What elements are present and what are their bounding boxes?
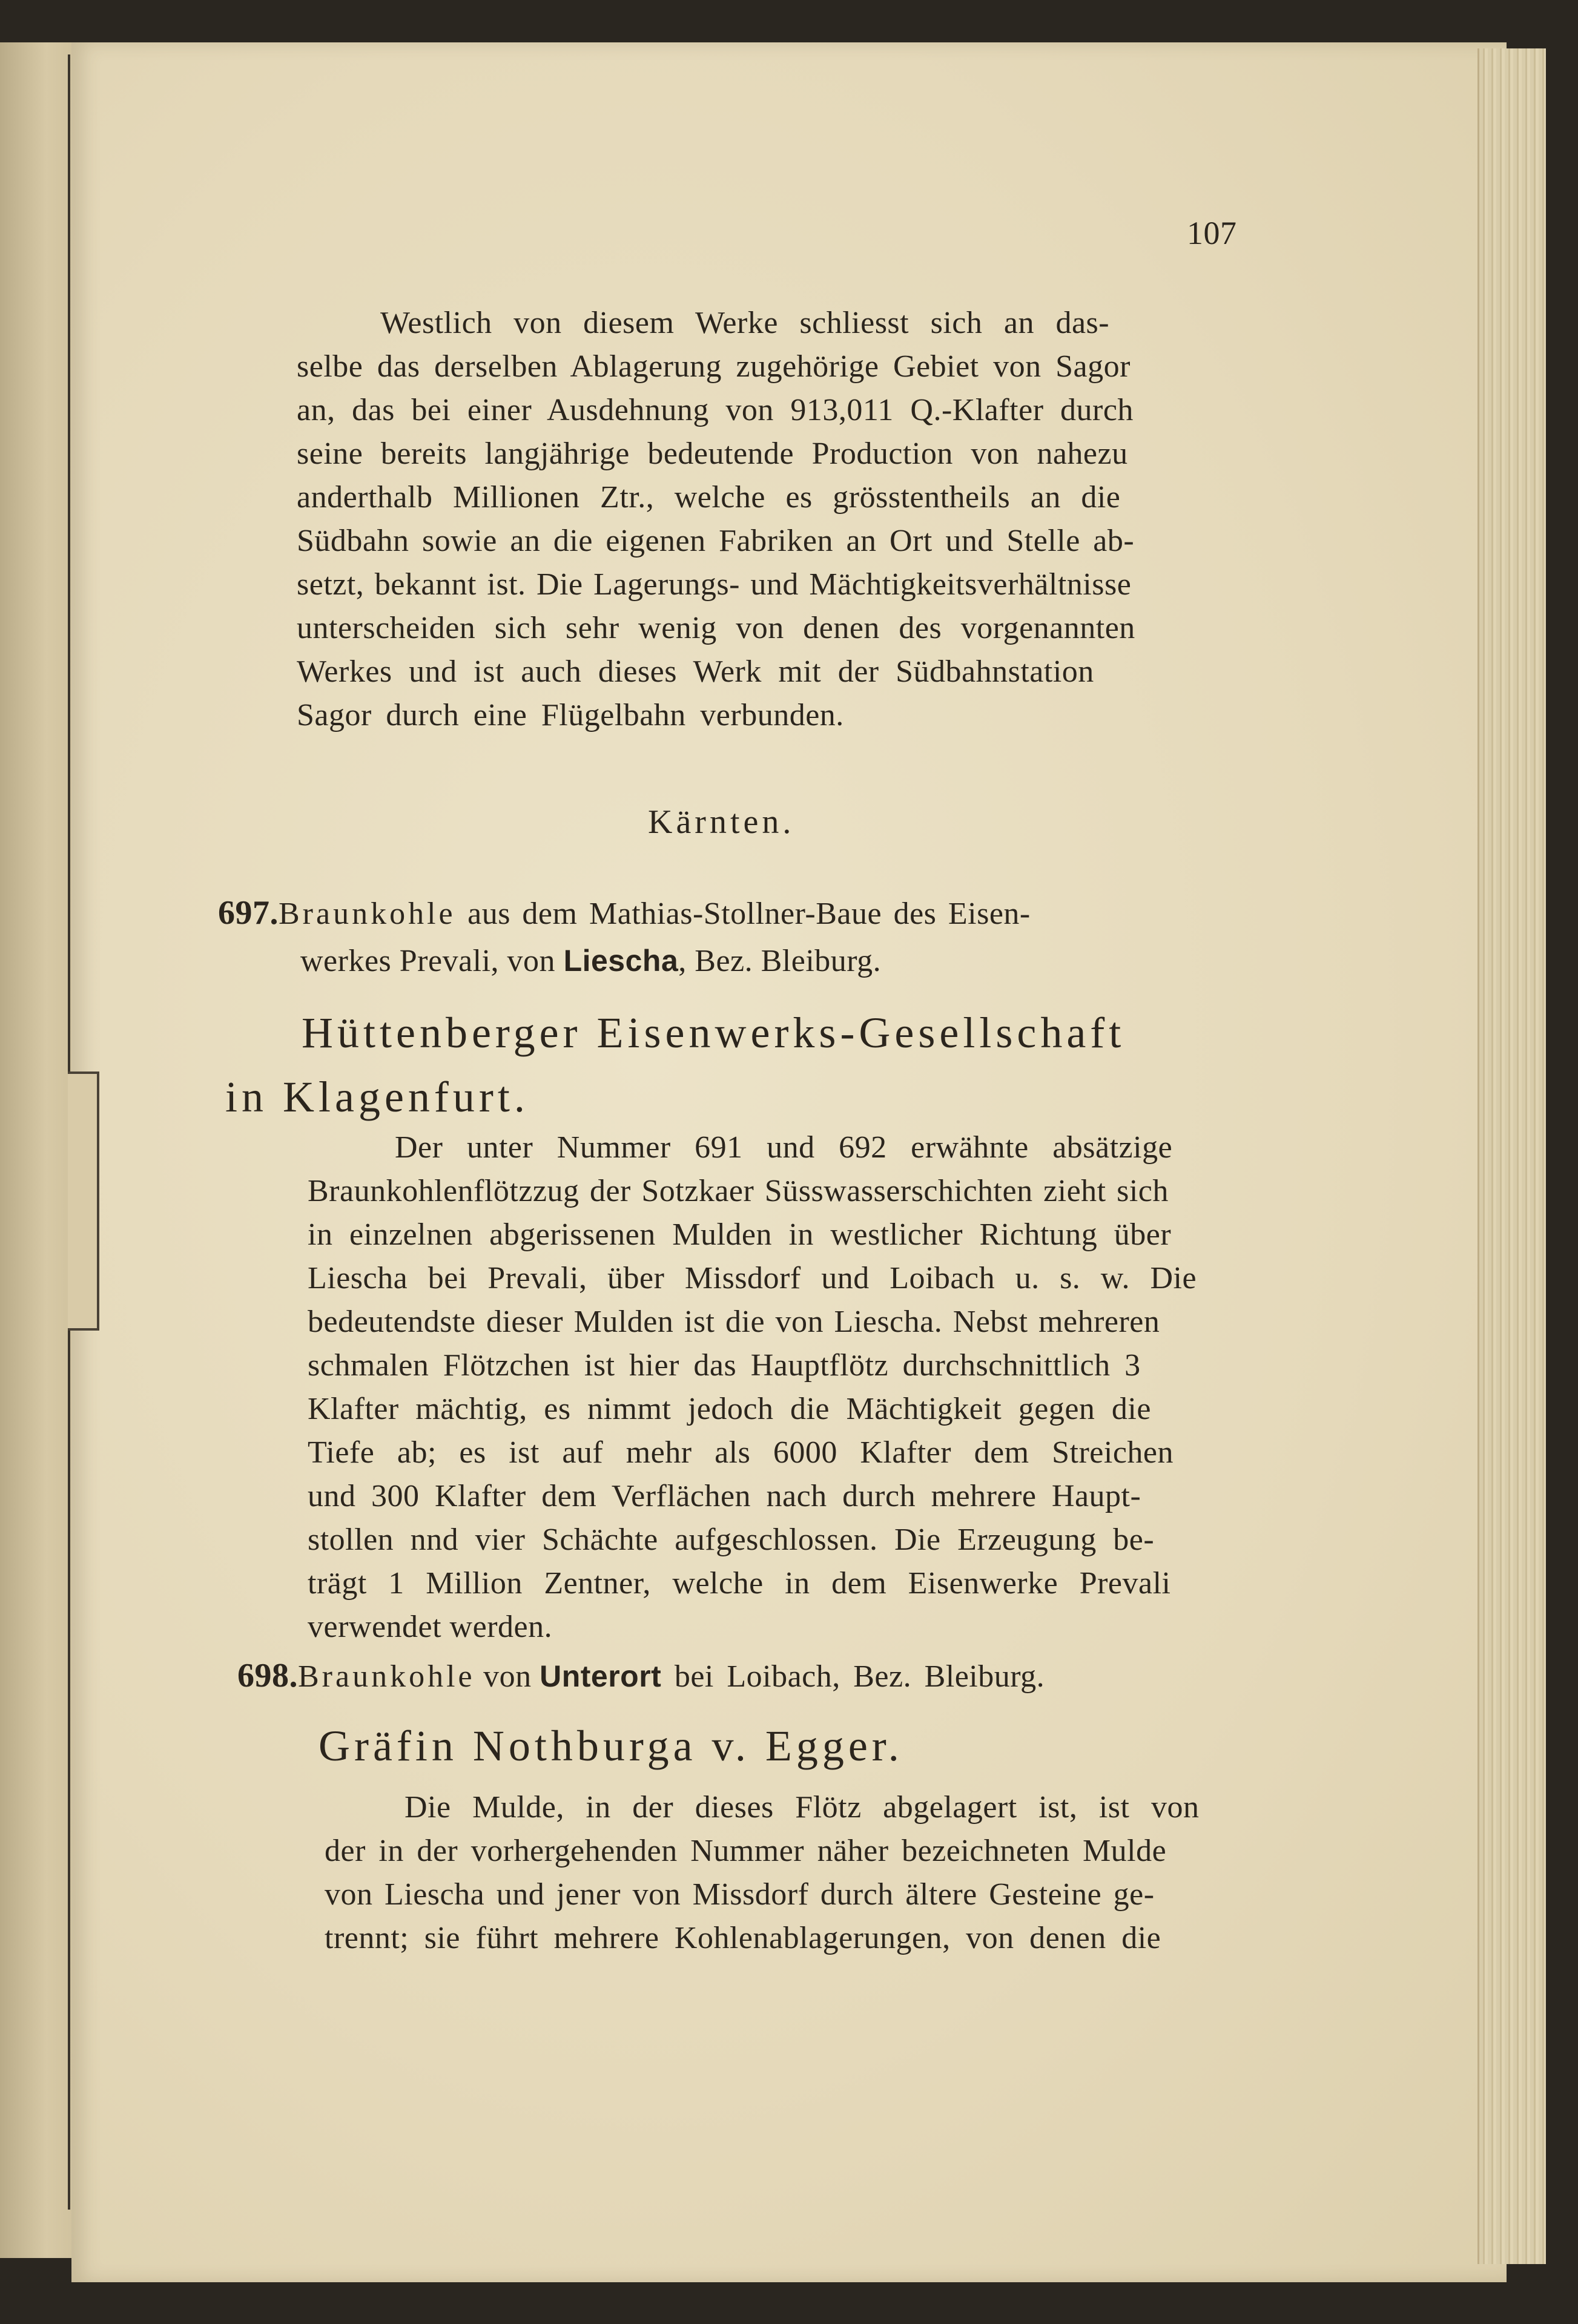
paragraph-line: und 300 Klafter dem Verflächen nach durch mehrere Haupt- [308,1479,1141,1513]
paragraph-line: Sagor durch eine Flügelbahn verbunden. [297,698,844,732]
entry-number: 697. [218,894,279,932]
entry-term: Braunkohle [279,897,456,931]
paragraph-line: Westlich von diesem Werke schliesst sich an das- [380,306,1110,340]
paragraph-line: Der unter Nummer 691 und 692 erwähnte absätzige [395,1130,1173,1165]
company-name: Hüttenberger Eisenwerks-Gesellschaft [302,1009,1126,1057]
entry-text: , Bez. Bleiburg. [678,944,882,978]
entry-term: Braunkohle [298,1659,475,1694]
paragraph-line: trägt 1 Million Zentner, welche in dem Eisenwerke Prevali [308,1566,1171,1601]
entry-text: aus dem Mathias-Stollner-Baue des Eisen- [455,897,1031,931]
entry-text: bei Loibach, Bez. Bleiburg. [661,1659,1045,1694]
paragraph-line: trennt; sie führt mehrere Kohlenablagerungen, von denen die [325,1921,1161,1955]
paragraph-line: setzt, bekannt ist. Die Lagerungs- und Mächtigkeitsverhältnisse [297,567,1132,602]
paragraph-line: in einzelnen abgerissenen Mulden in westlicher Richtung über [308,1217,1172,1252]
paragraph-line: unterscheiden sich sehr wenig von denen des vorgenannten [297,611,1135,645]
section-heading: Kärnten. [648,803,795,841]
paragraph-line: stollen nnd vier Schächte aufgeschlossen. Die Erzeugung be- [308,1522,1155,1557]
paragraph-line: verwendet werden. [308,1610,553,1644]
paragraph-line: Werkes und ist auch dieses Werk mit der Südbahnstation [297,654,1094,689]
company-698: Gräfin Nothburga v. Egger. [319,1722,903,1770]
paragraph-line: von Liescha und jener von Missdorf durch ältere Gesteine ge- [325,1877,1155,1912]
entry-697-line-2 [300,946,881,977]
paragraph-line: Südbahn sowie an die eigenen Fabriken an Ort und Stelle ab- [297,524,1135,558]
paragraph-line: Tiefe ab; es ist auf mehr als 6000 Klafter dem Streichen [308,1435,1174,1470]
paragraph-line: seine bereits langjährige bedeutende Production von nahezu [297,436,1128,471]
entry-text: werkes Prevali, von [300,944,564,978]
paragraph-line: bedeutendste dieser Mulden ist die von Liescha. Nebst mehreren [308,1305,1160,1339]
paragraph-line: an, das bei einer Ausdehnung von 913,011 Q.-Klafter durch [297,393,1134,427]
paragraph-line: der in der vorhergehenden Nummer näher bezeichneten Mulde [325,1834,1167,1868]
paragraph-line: Braunkohlenflötzzug der Sotzkaer Süsswasserschichten zieht sich [308,1174,1169,1208]
company-location: in Klagenfurt. [225,1073,529,1121]
entry-location: Unterort [540,1659,662,1693]
entry-697-line-1 [218,896,1031,930]
paragraph-line: Liescha bei Prevali, über Missdorf und Loibach u. s. w. Die [308,1261,1197,1295]
paragraph-line: selbe das derselben Ablagerung zugehörige Gebiet von Sagor [297,349,1131,384]
paragraph-line: schmalen Flötzchen ist hier das Hauptflötz durchschnittlich 3 [308,1348,1141,1383]
entry-698 [237,1659,1045,1693]
paragraph-line: Die Mulde, in der dieses Flötz abgelagert ist, ist von [404,1790,1200,1825]
entry-location: Liescha [563,944,679,978]
page-number: 107 [1187,215,1237,251]
paragraph-line: Klafter mächtig, es nimmt jedoch die Mächtigkeit gegen die [308,1392,1151,1426]
entry-number: 698. [237,1657,298,1694]
paragraph-line: anderthalb Millionen Ztr., welche es grösstentheils an die [297,480,1121,515]
entry-text: von [475,1659,540,1694]
